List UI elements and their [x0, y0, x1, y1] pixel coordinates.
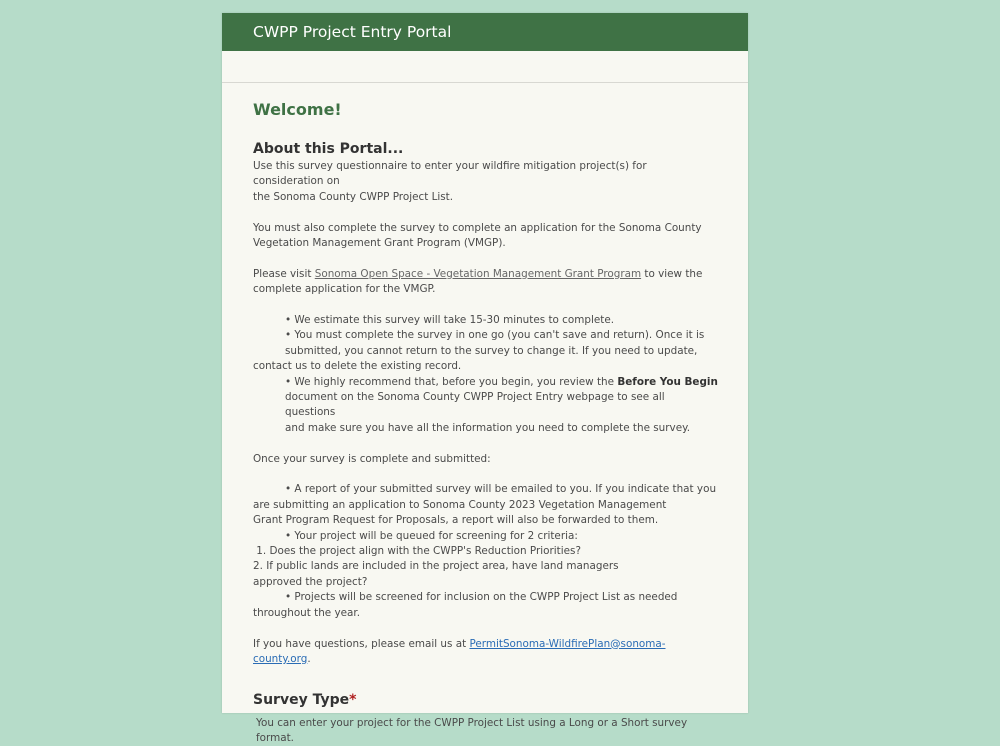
- survey-card: [222, 13, 748, 745]
- survey-type-label: Survey Type: [253, 692, 350, 709]
- bullet-one-go-3: contact us to delete the existing record.: [253, 360, 462, 373]
- bullet-screen-1: • Projects will be screened for inclusion on the CWPP Project List as needed: [285, 591, 678, 604]
- about-body: [253, 159, 718, 667]
- bullet-screen-2: throughout the year.: [253, 606, 361, 619]
- bullet-report-1: • A report of your submitted survey will be emailed to you. If you indicate that you: [285, 483, 717, 496]
- before-you-begin-bold: Before You Begin: [617, 375, 718, 388]
- questions-prefix: If you have questions, please email us at: [253, 637, 470, 650]
- survey-type-heading: [253, 690, 718, 710]
- vmgp-link[interactable]: Sonoma Open Space - Vegetation Management Grant Program: [314, 267, 642, 280]
- welcome-heading: Welcome!: [253, 100, 342, 119]
- bullet-recommend-3: and make sure you have all the information you need to complete the survey.: [285, 421, 691, 434]
- recommend-prefix: • We highly recommend that, before you begin, you review the: [285, 375, 618, 388]
- criteria-2-cont: approved the project?: [253, 575, 368, 588]
- bullet-one-go-1: • You must complete the survey in one go (you can't save and return). Once it is: [285, 329, 705, 342]
- questions-line: [253, 637, 718, 668]
- bullet-time: • We estimate this survey will take 15-30 minutes to complete.: [285, 314, 615, 327]
- questions-suffix: .: [307, 652, 311, 665]
- bullet-report-3: Grant Program Request for Proposals, a report will also be forwarded to them.: [253, 514, 659, 527]
- header-subbar: [222, 51, 748, 83]
- vmgp-line-2: Vegetation Management Grant Program (VMGP).: [253, 237, 506, 250]
- visit-line: [253, 267, 718, 282]
- intro-line-1: Use this survey questionnaire to enter your wildfire mitigation project(s) for consideration on: [253, 160, 647, 188]
- visit-suffix: to view the: [641, 267, 703, 280]
- bullet-report-2: are submitting an application to Sonoma County 2023 Vegetation Management: [253, 498, 667, 511]
- vmgp-line-1: You must also complete the survey to complete an application for the Sonoma County: [253, 221, 702, 234]
- survey-type-description: You can enter your project for the CWPP Project List using a Long or a Short survey format.: [256, 717, 688, 745]
- visit-prefix: Please visit: [253, 267, 315, 280]
- bullet-recommend-1: [253, 375, 718, 390]
- bullet-recommend-2: document on the Sonoma County CWPP Project Entry webpage to see all questions: [285, 391, 665, 419]
- required-asterisk: *: [349, 692, 357, 709]
- bullet-one-go-2: submitted, you cannot return to the survey to change it. If you need to update,: [285, 344, 698, 357]
- contact-email-link[interactable]: PermitSonoma-WildfirePlan@sonoma-county.org: [253, 637, 666, 665]
- bullet-queue-1: • Your project will be queued for screening for 2 criteria:: [285, 529, 578, 542]
- criteria-2: 2. If public lands are included in the project area, have land managers: [253, 560, 619, 573]
- survey-content: [222, 99, 748, 746]
- once-complete: Once your survey is complete and submitted:: [253, 452, 491, 465]
- visit-line-2: complete application for the VMGP.: [253, 283, 436, 296]
- portal-title: CWPP Project Entry Portal: [253, 23, 452, 41]
- about-heading: About this Portal...: [253, 141, 404, 157]
- intro-line-2: the Sonoma County CWPP Project List.: [253, 190, 454, 203]
- criteria-1: 1. Does the project align with the CWPP's Reduction Priorities?: [253, 545, 581, 558]
- portal-header: [222, 13, 748, 51]
